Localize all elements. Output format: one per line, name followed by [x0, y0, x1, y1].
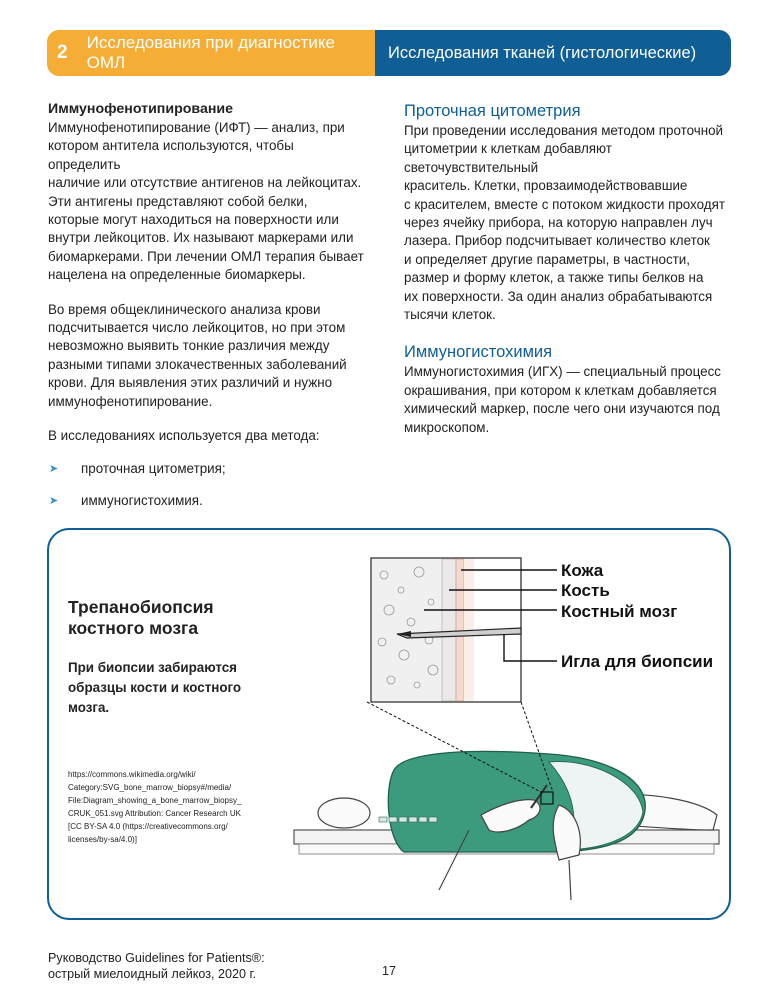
flow-cytometry-heading: Проточная цитометрия: [404, 102, 581, 120]
paragraph-ift-definition: Иммунофенотипирование (ИФТ) — анализ, при котором антитела используются, чтобы определить наличие или отсутствие антигенов на лейкоцитах. Эти антигены представляют собой белки, которые могут находиться на поверхности или внутри лейкоцитов. Их называют маркерами или биомаркерами. При лечении ОМЛ терапия бывает нацелена на определенные биомаркеры.: [48, 120, 364, 283]
paragraph-blood-count: Во время общеклинического анализа крови подсчитывается число лейкоцитов, но при этом невозможно выявить тонкие различия между разными типами злокачественных заболеваний крови. Для выявления этих различий и нужно иммунофенотипирование.: [48, 301, 347, 409]
list-item: ➤ проточная цитометрия;: [48, 460, 366, 478]
paragraph-flow-cytometry: При проведении исследования методом проточной цитометрии к клеткам добавляют светочувствительный краситель. Клетки, провзаимодействовавшие с красителем, вместе с потоком жидкости проходят через ячейку прибора, на которую направлен луч лазера. Прибор подсчитывает количество клеток и определяет другие параметры, в частности, размер и форму клеток, а также типы белков на их поверхности. За один анализ обрабатываются тысячи клеток.: [404, 123, 725, 323]
paragraph-ihc: Иммуногистохимия (ИГХ) — специальный процесс окрашивания, при котором к клеткам добавляется химический маркер, после чего они изучаются под микроскопом.: [404, 364, 721, 435]
section-title: Исследования при диагностике ОМЛ: [86, 33, 336, 72]
immunophenotyping-heading: Иммунофенотипирование: [48, 101, 234, 117]
list-item: ➤ иммуногистохимия.: [48, 492, 366, 510]
left-column: [48, 100, 366, 524]
figure-title: Трепанобиопсия костного мозга: [68, 597, 214, 638]
section-header: [47, 30, 731, 76]
chevron-right-icon: ➤: [49, 494, 59, 507]
footer: [48, 950, 265, 982]
label-marrow: Костный мозг: [561, 602, 678, 621]
footer-line1: Руководство Guidelines for Patients®:: [48, 951, 265, 965]
right-column: [404, 100, 736, 437]
biopsy-figure-box: [47, 528, 731, 920]
section-number: 2: [57, 42, 68, 63]
label-skin: Кожа: [561, 561, 604, 580]
label-bone: Кость: [561, 581, 610, 600]
paragraph-methods-intro: В исследованиях используется два метода:: [48, 428, 320, 444]
page-number: 17: [382, 964, 397, 978]
figure-subtitle: При биопсии забираются образцы кости и костного мозга.: [68, 660, 242, 715]
footer-line2: острый миелоидный лейкоз, 2020 г.: [48, 967, 257, 981]
methods-list: [48, 460, 366, 511]
bone-marrow-biopsy-illustration: [49, 530, 731, 920]
label-needle: Игла для биопсии: [561, 652, 714, 671]
page-topic: Исследования тканей (гистологические): [375, 30, 731, 76]
section-tab: [47, 30, 375, 76]
image-credit: https://commons.wikimedia.org/wiki/ Category:SVG_bone_marrow_biopsy#/media/ File:Diagram_showing_a_bone_marrow_biopsy_ CRUK_051.svg Attribution: Cancer Research UK [CC BY-SA 4.0 (https://creativecommons.org/ licenses/by-sa/4.0)]: [68, 770, 242, 844]
ihc-heading: Иммуногистохимия: [404, 343, 553, 362]
chevron-right-icon: ➤: [49, 462, 59, 475]
